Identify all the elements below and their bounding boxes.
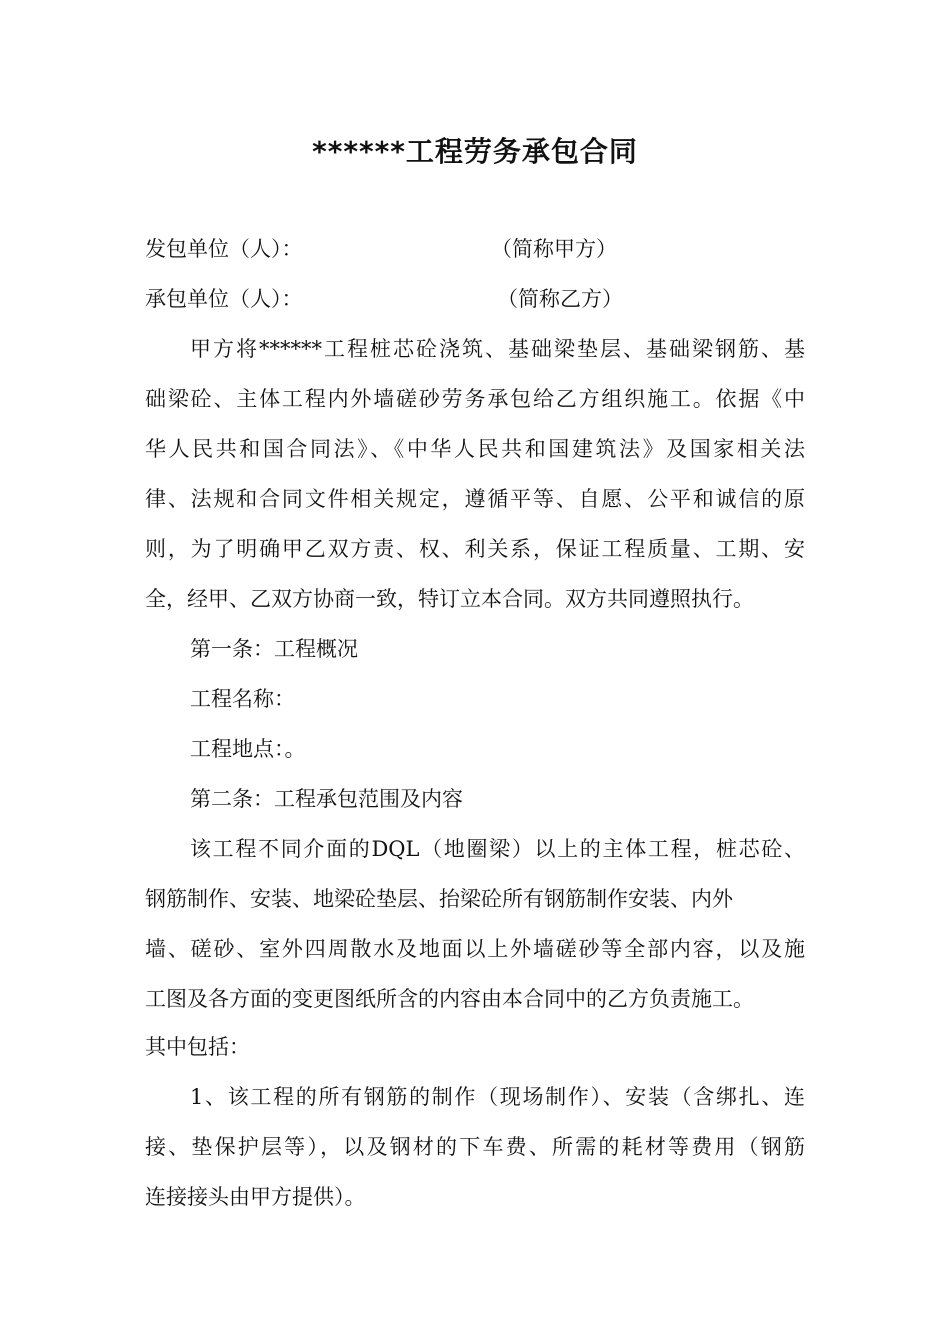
scope-line: 工图及各方面的变更图纸所含的内容由本合同中的乙方负责施工。 xyxy=(145,987,754,1011)
preamble-line: 则，为了明确甲乙双方责、权、利关系，保证工程质量、工期、安 xyxy=(145,537,805,561)
scope-line: 该工程不同介面的DQL（地圈梁）以上的主体工程，桩芯砼、 xyxy=(190,837,805,861)
employer-label: 发包单位（人）： xyxy=(145,237,303,261)
article-2-heading: 第二条：工程承包范围及内容 xyxy=(190,787,463,811)
scope-line: 墙、磋砂、室外四周散水及地面以上外墙磋砂等全部内容，以及施 xyxy=(145,937,805,961)
contractor-abbreviation: （简称乙方） xyxy=(497,287,623,311)
preamble-line: 律、法规和合同文件相关规定，遵循平等、自愿、公平和诚信的原 xyxy=(145,487,805,511)
scope-line: 其中包括： xyxy=(145,1035,250,1059)
item-1-line: 接、垫保护层等），以及钢材的下车费、所需的耗材等费用（钢筋 xyxy=(145,1135,805,1159)
item-1-line: 连接接头由甲方提供）。 xyxy=(145,1185,366,1209)
contractor-party-row xyxy=(145,274,805,324)
preamble-line: 华人民共和国合同法》、《中华人民共和国建筑法》及国家相关法 xyxy=(145,437,805,461)
project-name-field: 工程名称： xyxy=(190,687,295,711)
preamble-line: 全，经甲、乙双方协商一致，特订立本合同。双方共同遵照执行。 xyxy=(145,587,754,611)
item-1-line: 1、该工程的所有钢筋的制作（现场制作）、安装（含绑扎、连 xyxy=(190,1085,805,1109)
project-location-field: 工程地点：。 xyxy=(190,737,306,761)
scope-line: 钢筋制作、安装、地梁砼垫层、抬梁砼所有钢筋制作安装、内外 xyxy=(145,887,733,911)
employer-abbreviation: （简称甲方） xyxy=(491,237,617,261)
preamble-line: 础梁砼、主体工程内外墙磋砂劳务承包给乙方组织施工。依据《中 xyxy=(145,387,805,411)
contractor-label: 承包单位（人）： xyxy=(145,287,303,311)
contract-title: ******工程劳务承包合同 xyxy=(312,135,638,168)
preamble-line: 甲方将******工程桩芯砼浇筑、基础梁垫层、基础梁钢筋、基 xyxy=(190,337,805,361)
employer-party-row xyxy=(145,224,805,274)
article-1-heading: 第一条：工程概况 xyxy=(190,637,358,661)
